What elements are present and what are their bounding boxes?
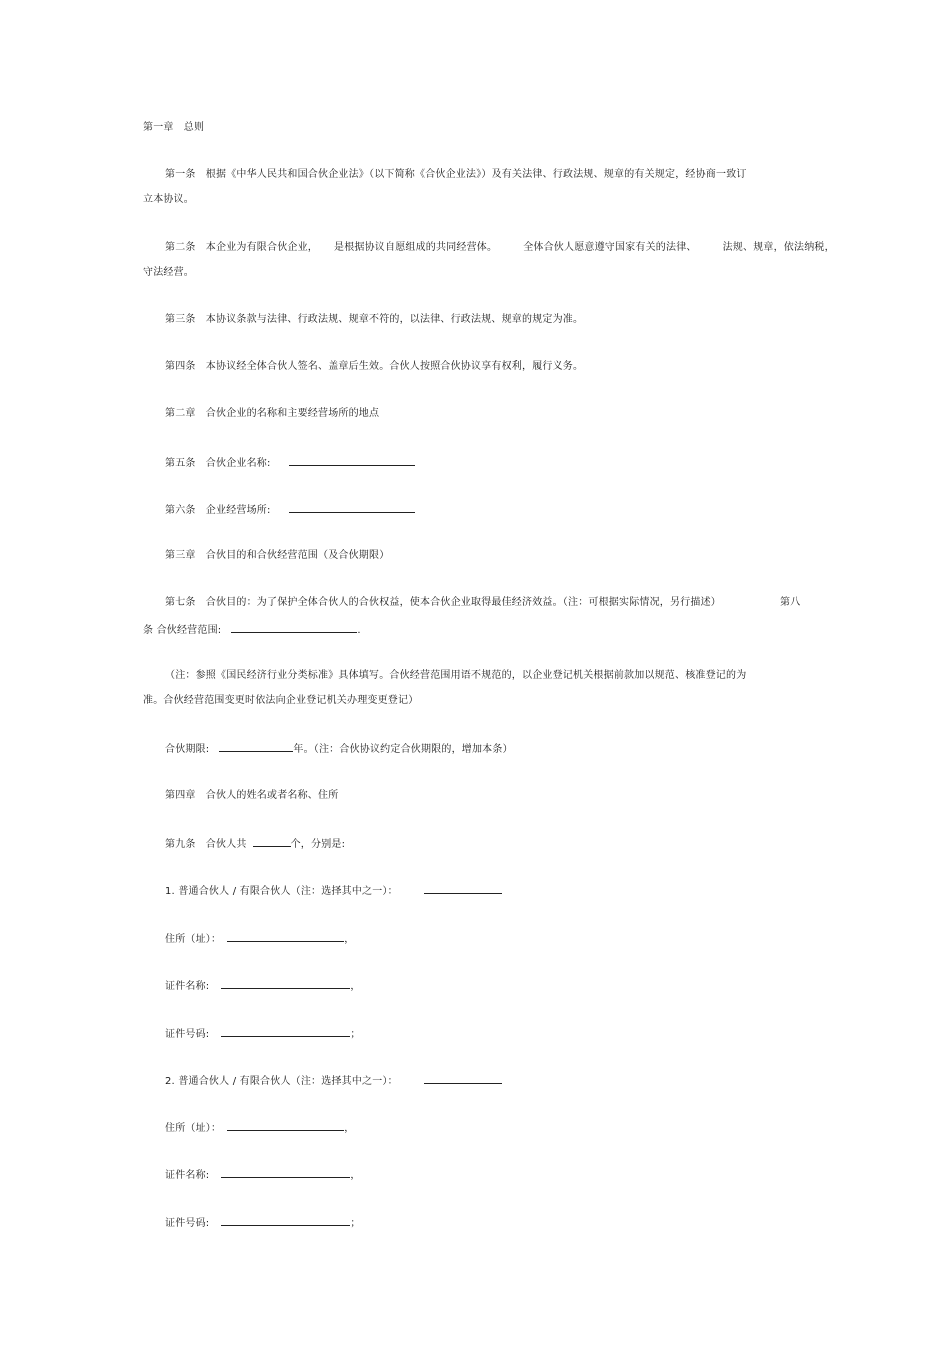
chapter-3-heading: 第三章 合伙目的和合伙经营范围（及合伙期限） — [165, 550, 390, 561]
partnership-term — [165, 741, 513, 757]
article-8-label: 条 合伙经营范围: — [143, 625, 222, 636]
article-3: 第三条 本协议条款与法律、行政法规、规章不符的，以法律、行政法规、规章的规定为准。 — [165, 314, 584, 325]
partner-2-address — [165, 1120, 354, 1136]
partner-2-title-text: 2. 普通合伙人 / 有限合伙人（注：选择其中之一）： — [165, 1076, 398, 1087]
partner-1-address — [165, 931, 354, 947]
partner-1-address-label: 住所（址）： — [165, 934, 222, 945]
term-label: 合伙期限: — [165, 744, 210, 755]
article-4: 第四条 本协议经全体合伙人签名、盖章后生效。合伙人按照合伙协议享有权利，履行义务。 — [165, 361, 584, 372]
chapter-1-heading: 第一章 总则 — [143, 122, 205, 133]
enterprise-name-blank[interactable] — [289, 455, 415, 466]
partner-1-title-text: 1. 普通合伙人 / 有限合伙人（注：选择其中之一）： — [165, 886, 398, 897]
partner-2-name-blank[interactable] — [424, 1073, 502, 1084]
partner-2-cert-no — [165, 1215, 361, 1231]
partner-1-cert-no-label: 证件号码: — [165, 1029, 210, 1040]
partner-1-cert-name-end: ， — [350, 981, 361, 992]
partner-1-cert-name-label: 证件名称: — [165, 981, 210, 992]
article-2-part-4: 法规、规章，依法纳税， — [722, 242, 835, 253]
partner-2-cert-no-label: 证件号码: — [165, 1218, 210, 1229]
partner-1-cert-no — [165, 1026, 361, 1042]
partner-2-cert-no-blank[interactable] — [221, 1215, 350, 1226]
article-2-part-3: 全体合伙人愿意遵守国家有关的法律、 — [523, 242, 697, 253]
note-line-2: 准。合伙经营范围变更时依法向企业登记机关办理变更登记） — [143, 695, 419, 706]
partner-1-name-blank[interactable] — [424, 883, 502, 894]
partner-2-cert-name-label: 证件名称: — [165, 1170, 210, 1181]
partner-1-address-end: ， — [344, 934, 355, 945]
article-8-start: 第八 — [780, 597, 801, 608]
article-8-line-2 — [143, 622, 361, 638]
business-scope-blank[interactable] — [231, 622, 357, 633]
partner-2-cert-name — [165, 1167, 361, 1183]
chapter-2-heading: 第二章 合伙企业的名称和主要经营场所的地点 — [165, 408, 380, 419]
partner-2-address-blank[interactable] — [227, 1120, 344, 1131]
article-5-label: 第五条 合伙企业名称: — [165, 458, 271, 469]
article-6-label: 第六条 企业经营场所: — [165, 505, 271, 516]
term-suffix: 年。（注：合伙协议约定合伙期限的，增加本条） — [293, 744, 513, 755]
article-9-label: 第九条 合伙人共 — [165, 839, 247, 850]
article-5 — [165, 455, 415, 471]
partner-2-title — [165, 1073, 502, 1089]
partner-1-cert-name-blank[interactable] — [221, 978, 350, 989]
note-line-1: （注：参照《国民经济行业分类标准》具体填写。合伙经营范围用语不规范的，以企业登记机关根据前款加以规范、核准登记的为 — [165, 670, 747, 681]
partner-count-blank[interactable] — [253, 836, 291, 847]
partner-2-cert-no-end: ； — [350, 1218, 361, 1229]
article-9 — [165, 836, 345, 852]
article-7: 第七条 合伙目的：为了保护全体合伙人的合伙权益，使本合伙企业取得最佳经济效益。（注：可根据实际情况，另行描述） — [165, 597, 721, 608]
article-2-line-1 — [165, 241, 835, 255]
article-1-line-1: 第一条 根据《中华人民共和国合伙企业法》（以下简称《合伙企业法》）及有关法律、行政法规、规章的有关规定，经协商一致订 — [165, 169, 747, 180]
article-6 — [165, 502, 415, 518]
business-location-blank[interactable] — [289, 502, 415, 513]
partner-1-cert-name — [165, 978, 361, 994]
partner-1-title — [165, 883, 502, 899]
article-2-part-2: 是根据协议自愿组成的共同经营体。 — [334, 242, 498, 253]
term-years-blank[interactable] — [219, 741, 293, 752]
chapter-4-heading: 第四章 合伙人的姓名或者名称、住所 — [165, 790, 339, 801]
partner-1-cert-no-blank[interactable] — [221, 1026, 350, 1037]
article-2-line-2: 守法经营。 — [143, 267, 194, 278]
partner-1-cert-no-end: ； — [350, 1029, 361, 1040]
article-2-part-1: 第二条 本企业为有限合伙企业， — [165, 242, 318, 253]
partner-2-cert-name-blank[interactable] — [221, 1167, 350, 1178]
article-8-end: . — [357, 625, 361, 636]
partner-2-address-label: 住所（址）： — [165, 1123, 222, 1134]
partner-1-address-blank[interactable] — [227, 931, 344, 942]
partner-2-address-end: ， — [344, 1123, 355, 1134]
article-1-line-2: 立本协议。 — [143, 194, 194, 205]
article-9-suffix: 个，分别是: — [290, 839, 346, 850]
partner-2-cert-name-end: ， — [350, 1170, 361, 1181]
